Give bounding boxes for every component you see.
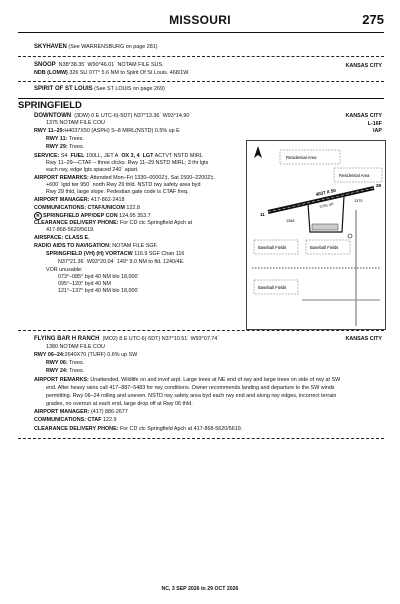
apron [312,224,338,230]
snoop-entry: SNOOP N38°38.35´ W90°46.01´ NOTAM FILE SUS. [34,62,164,68]
effective-dates-footer: NC, 3 SEP 2026 to 29 OCT 2026 [161,586,239,592]
divider [18,81,384,82]
airport-remarks: AIRPORT REMARKS: Attended Mon–Fri 1330–0000Z‡, Sat 1500–2200Z‡. [34,175,215,181]
page-title: MISSOURI [169,13,231,27]
service-line-3: each rwy, edge lgts spaced 240´ apart. [46,167,139,173]
approach-control: R SPRINGFIELD APP/DEP CON 124.95 353.7 [34,212,151,220]
runway-slope-label: 0.5% UP [319,202,335,209]
section-rule [18,98,384,99]
runway-29-remark: RWY 29: Trees. [46,144,85,150]
airport-manager: AIRPORT MANAGER: 417-862-2418 [34,197,125,203]
service-line-2: Rwy 11–29—CTAF – three clicks. Rwy 11–29 NSTD MIRL; 3 thr lgts [46,160,209,166]
airport-diagram [246,140,386,330]
skyhaven-entry: SKYHAVEN (See WARRENSBURG on page 281) [34,44,158,50]
downtown-region: KANSAS CITY [345,113,382,119]
divider [18,56,384,57]
divider [18,330,384,331]
runway-end-29: 29 [376,183,382,188]
flyingbar-region: KANSAS CITY [345,336,382,342]
residential-label-1: Residential Area [286,155,317,160]
flyingbar-remarks-2: end. After heavy rains call 417–887–5483 for rwy conditions. Owner recommends landing and departure to the SW winds [46,385,335,391]
runway-11-29: RWY 11–29:H4037X50 (ASPH) S–8 MIRL(NSTD) 0.5% up E [34,128,180,134]
vor-unusable-3: 121°–137° byd 40 NM blo 18,000´ [58,288,140,294]
flyingbar-remarks: AIRPORT REMARKS: Unattended. Wildlife on and invof arpt. Large trees at NE end of rwy and large trees on side of rwy at SW [34,377,341,383]
airport-remarks-2: +600´ lgtd twr 950´ north Rwy 29 thld. NSTD rwy safety area byd [46,182,201,188]
airport-remarks-3: Rwy 29 thld, large slope. Pedestian gate code is CTAF freq. [46,189,189,195]
runway-06-24: RWY 06–24:2640X70 (TURF) 0.6% up SW [34,352,138,358]
baseball-label-2: Baseball Fields [310,245,339,250]
airspace: AIRSPACE: CLASS E. [34,235,90,241]
radar-symbol-icon: R [34,212,42,220]
vor-unusable: VOR unusable: [46,267,83,273]
vortac-line: SPRINGFIELD (VH) (H) VORTACW 116.9 SGF Chan 116 [46,251,185,257]
vortac-position: N37°21.36´ W93°20.04´ 149° 9.0 NM to fld. 1240/4E. [58,259,185,265]
flyingbar-manager: AIRPORT MANAGER: (417) 886-2677 [34,409,128,415]
runway-elevation-b: 1375 [354,199,363,203]
vor-unusable-2: 095°–120° byd 40 NM [58,281,111,287]
beacon-icon [348,234,352,238]
page-number: 275 [362,12,384,27]
downtown-elevation: 1375 NOTAM FILE COU [46,120,105,126]
baseball-label-1: Baseball Fields [258,245,287,250]
baseball-label-3: Baseball Fields [258,285,287,290]
downtown-header: DOWNTOWN (3DW) 0 E UTC-6(-5DT) N37°13.36´ W93°14.90´ [34,113,192,119]
snoop-ndb: NDB (LOMW) 326 SU 077° 5.6 NM to Spirit Of St Louis. 468/1W. [34,70,190,76]
vor-unusable-1: 073°–085° byd 40 NM blo 18,000´ [58,274,140,280]
chart-ref-iap: IAP [373,128,382,134]
runway-11-remark: RWY 11: Trees. [46,136,84,142]
runway-dimension-label: 4037 X 50 [315,187,337,197]
flyingbar-communications: COMMUNICATIONS: CTAF 122.9 [34,417,117,423]
runway-24-remark: RWY 24: Trees. [46,368,85,374]
residential-label-2: Residential Area [339,173,370,178]
clearance-delivery: CLEARANCE DELIVERY PHONE: For CD ctc Springfield Apch at [34,220,193,226]
city-heading: SPRINGFIELD [18,100,82,111]
flyingbar-header: FLYING BAR H RANCH (MO2) 8 E UTC-6(-5DT) N37°10.51´ W93°07.74´ [34,336,220,342]
clearance-delivery-2: 417-868-5620/5619. [46,227,95,233]
flyingbar-clearance: CLEARANCE DELIVERY PHONE: For CD ctc Springfield Apch at 417-868-5620/5619. [34,426,243,432]
flyingbar-remarks-4: grades, no overrun at each end, large drop off at Rwy 06 thld. [46,401,193,407]
radio-aids: RADIO AIDS TO NAVIGATION: NOTAM FILE SGF. [34,243,158,249]
spirit-entry: SPIRIT OF ST LOUIS (See ST LOUIS on page 269) [34,86,165,92]
runway-elevation-a: 1366 [286,219,295,223]
communications: COMMUNICATIONS: CTAF/UNICOM 122.8 [34,205,140,211]
chart-ref-l16f: L-16F [367,121,382,127]
runway-end-11: 11 [260,212,265,217]
divider [18,438,384,439]
runway-06-remark: RWY 06: Trees. [46,360,85,366]
header-rule [18,32,384,33]
snoop-region: KANSAS CITY [345,63,382,69]
service-line: SERVICE: S4 FUEL 100LL, JET A OX 3, 4 LGT ACTVT NSTD MIRL [34,153,203,159]
flyingbar-remarks-3: permitting. Rwy 06–24 rolling and uneven. NSTD rwy safety area byd each rwy end and along rwy edges, incorrect terrain [46,393,337,399]
flyingbar-elevation: 1380 NOTAM FILE COU [46,344,105,350]
